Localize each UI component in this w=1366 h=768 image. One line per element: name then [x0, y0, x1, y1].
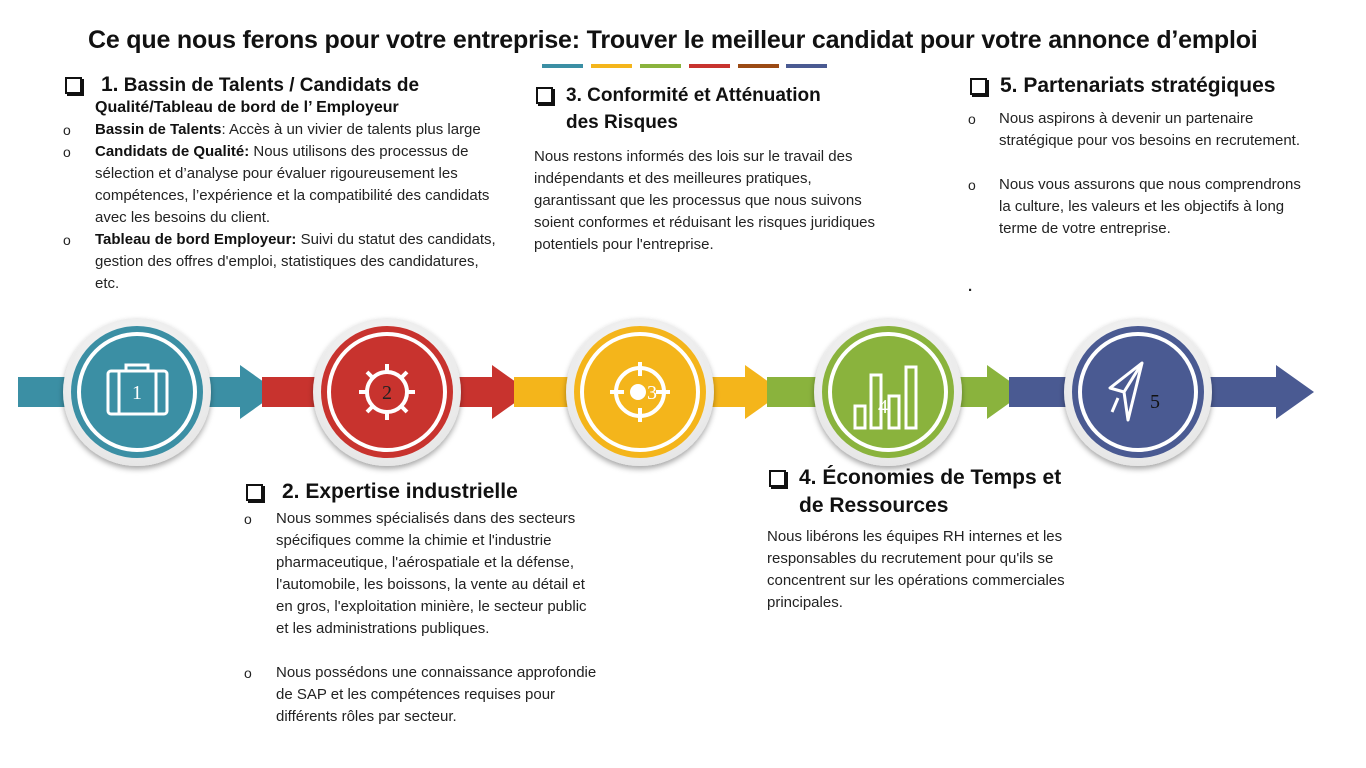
step-1 — [63, 318, 211, 466]
bullet-icon: o — [63, 232, 71, 248]
section-3-body: Nous restons informés des lois sur le travail des indépendants et des meilleures pratiques, garantissant que les processus que nous suivons soient conformes et réduisant les risques juridiques potentiels pour l'entreprise. — [534, 148, 876, 253]
step-4 — [814, 318, 962, 466]
bullet-text: Nous sommes spécialisés dans des secteurs spécifiques comme la chimie et l'industrie pharmaceutique, l'aérospatiale et la défense, l'automobile, les boissons, la vente au détail et en gros, l'exploitation minière, le secteur public et les administrations publiques. — [276, 510, 587, 637]
section-5-trailing: . — [968, 278, 973, 295]
bullet-icon: o — [968, 111, 976, 127]
step-number: 1 — [132, 382, 142, 404]
bullet-icon: o — [63, 144, 71, 160]
bullet-text: Nous vous assurons que nous comprendrons la culture, les valeurs et les objectifs à long terme de votre entreprise. — [999, 176, 1301, 237]
bullet-icon: o — [63, 122, 71, 138]
step-5 — [1064, 318, 1212, 466]
page-title: Ce que nous ferons pour votre entreprise: Trouver le meilleur candidat pour votre annonce d’emploi — [88, 26, 1258, 54]
section-3-heading-line2: des Risques — [566, 112, 678, 133]
section-1-heading: Bassin de Talents / Candidats de — [123, 75, 420, 96]
section-2-heading: 2. Expertise industrielle — [282, 480, 518, 503]
bullet-icon: o — [244, 665, 252, 681]
section-4-heading: 4. Économies de Temps et — [799, 466, 1062, 489]
section-4-heading-line2: de Ressources — [799, 494, 949, 517]
bullet-icon: o — [244, 511, 252, 527]
step-number: 5 — [1150, 391, 1160, 413]
bullet-text: Nous utilisons des processus de sélection et d’analyse pour évaluer rigoureusement les compétences, l’expérience et la compatibilité des candidats avec les besoins du client. — [95, 143, 490, 226]
step-3 — [566, 318, 714, 466]
section-1-number: 1. — [101, 73, 119, 96]
bullet-text: Nous possédons une connaissance approfondie de SAP et les compétences requises pour différents rôles par secteur. — [276, 664, 597, 725]
step-number: 2 — [382, 382, 392, 404]
section-4-body: Nous libérons les équipes RH internes et les responsables du recrutement pour qu'ils se concentrent sur les opérations commerciales principales. — [767, 528, 1065, 611]
bullet-label: Tableau de bord Employeur: — [95, 231, 297, 248]
bullet-text: Suivi du statut des candidats, gestion des offres d'emploi, statistiques des candidatures, etc. — [95, 231, 496, 292]
bullet-text: Nous aspirons à devenir un partenaire stratégique pour vos besoins en recrutement. — [999, 110, 1301, 149]
bullet-label: Bassin de Talents — [95, 121, 222, 138]
section-5-heading: 5. Partenariats stratégiques — [1000, 74, 1276, 97]
bullet-icon: o — [968, 177, 976, 193]
section-1-subheading: Qualité/Tableau de bord de l’ Employeur — [95, 99, 399, 116]
step-number: 3 — [647, 382, 657, 404]
section-3-heading: 3. Conformité et Atténuation — [566, 85, 821, 106]
step-2 — [313, 318, 461, 466]
bullet-text: : Accès à un vivier de talents plus large — [221, 121, 481, 138]
step-number: 4 — [878, 396, 888, 418]
bullet-label: Candidats de Qualité: — [95, 143, 250, 160]
